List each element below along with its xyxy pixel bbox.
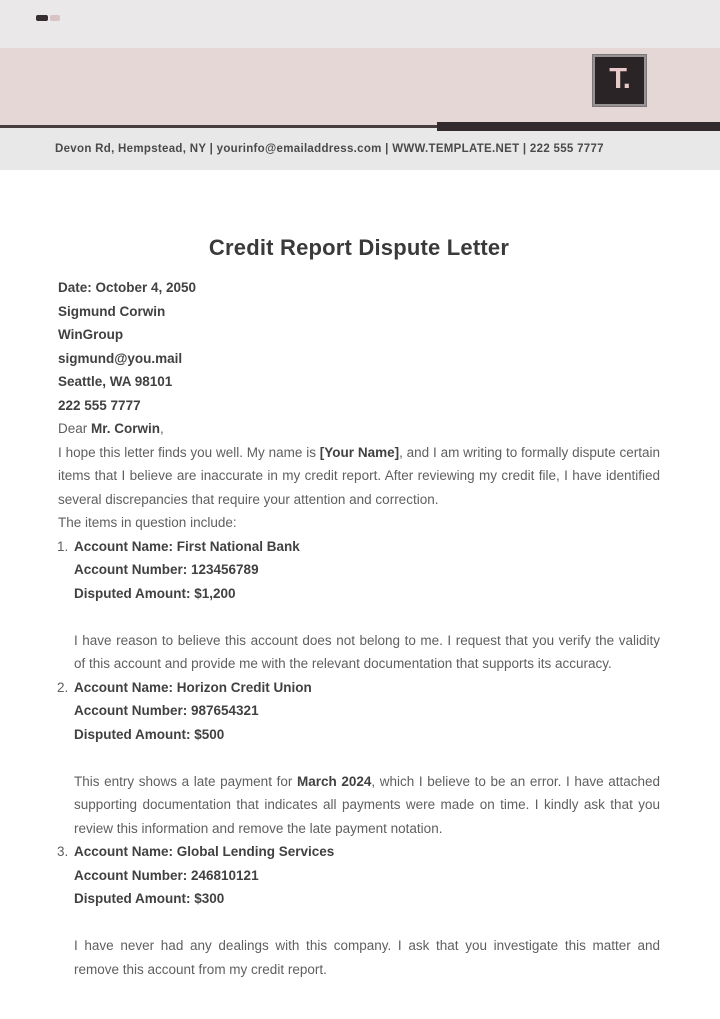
divider-accent-bar — [437, 122, 720, 131]
item-note-pre: I have never had any dealings with this company. I ask that you investigate this matter and remove this account from my credit report. — [74, 938, 660, 977]
item-disputed-amount: Disputed Amount: $500 — [74, 726, 225, 742]
item-number: 3. — [57, 844, 69, 859]
item-number: 2. — [57, 679, 69, 695]
mini-logo-pink-mark — [50, 15, 60, 21]
item-account-name-text: Account Name: Horizon Credit Union — [74, 679, 312, 695]
item-note-pre: I have reason to believe this account does not belong to me. I request that you verify the validity of this account and provide me with the relevant documentation that supports its accuracy. — [74, 632, 660, 671]
salutation — [58, 417, 660, 441]
item-account-name-text: Account Name: Global Lending Services — [74, 844, 335, 859]
item-account-name — [58, 840, 660, 864]
item-note — [58, 770, 660, 841]
brand-logo — [593, 55, 646, 106]
intro-post: , and I am writing to formally dispute certain items that I believe are inaccurate in my credit report. After reviewing my credit file, I have identified several discrepancies that require your attention and correction. — [58, 444, 660, 507]
sender-city: Seattle, WA 98101 — [58, 374, 173, 389]
item-note-bold: March 2024 — [296, 773, 372, 789]
letter-title: Credit Report Dispute Letter — [208, 235, 510, 260]
mini-logo-dark-mark — [36, 15, 48, 21]
item-note — [58, 934, 660, 981]
item-note — [58, 629, 660, 676]
salutation-name: Mr. Corwin — [91, 421, 161, 436]
item-note-post: , which I believe to be an error. I have attached supporting documentation that indicates all payments were made on time. I kindly ask that you review this information and remove the late payment notation. — [74, 773, 661, 836]
letter-body — [0, 170, 720, 981]
item-disputed-amount: Disputed Amount: $300 — [74, 891, 225, 906]
dispute-item-1 — [58, 535, 660, 676]
dispute-item-3 — [58, 840, 660, 981]
date-line: Date: October 4, 2050 — [58, 280, 197, 295]
top-strip — [0, 0, 720, 48]
sender-name: Sigmund Corwin — [58, 303, 166, 319]
item-number: 1. — [57, 538, 69, 554]
contact-line: Devon Rd, Hempstead, NY | yourinfo@emailaddress.com | WWW.TEMPLATE.NET | 222 555 7777 — [55, 143, 604, 155]
contact-strip — [0, 125, 720, 170]
salutation-post: , — [160, 421, 164, 436]
sender-phone: 222 555 7777 — [58, 397, 141, 413]
item-account-number: Account Number: 246810121 — [74, 867, 259, 883]
pink-band — [0, 48, 720, 125]
items-intro: The items in question include: — [58, 515, 237, 530]
letterhead — [0, 0, 720, 170]
item-disputed-amount: Disputed Amount: $1,200 — [74, 585, 236, 601]
salutation-pre: Dear — [58, 421, 92, 436]
item-account-number: Account Number: 123456789 — [74, 562, 259, 577]
sender-email: sigmund@you.mail — [58, 350, 183, 366]
intro-pre: I hope this letter finds you well. My name is — [58, 444, 320, 460]
intro-your-name: [Your Name] — [319, 444, 400, 460]
intro-paragraph — [58, 441, 660, 512]
sender-company: WinGroup — [58, 327, 124, 342]
item-account-name — [58, 535, 660, 559]
item-note-pre: This entry shows a late payment for — [74, 773, 297, 789]
item-account-name-text: Account Name: First National Bank — [74, 538, 300, 554]
dispute-item-2 — [58, 676, 660, 841]
item-account-name — [58, 676, 660, 700]
brand-logo-letter: T. — [609, 63, 630, 95]
item-account-number: Account Number: 987654321 — [74, 703, 259, 718]
